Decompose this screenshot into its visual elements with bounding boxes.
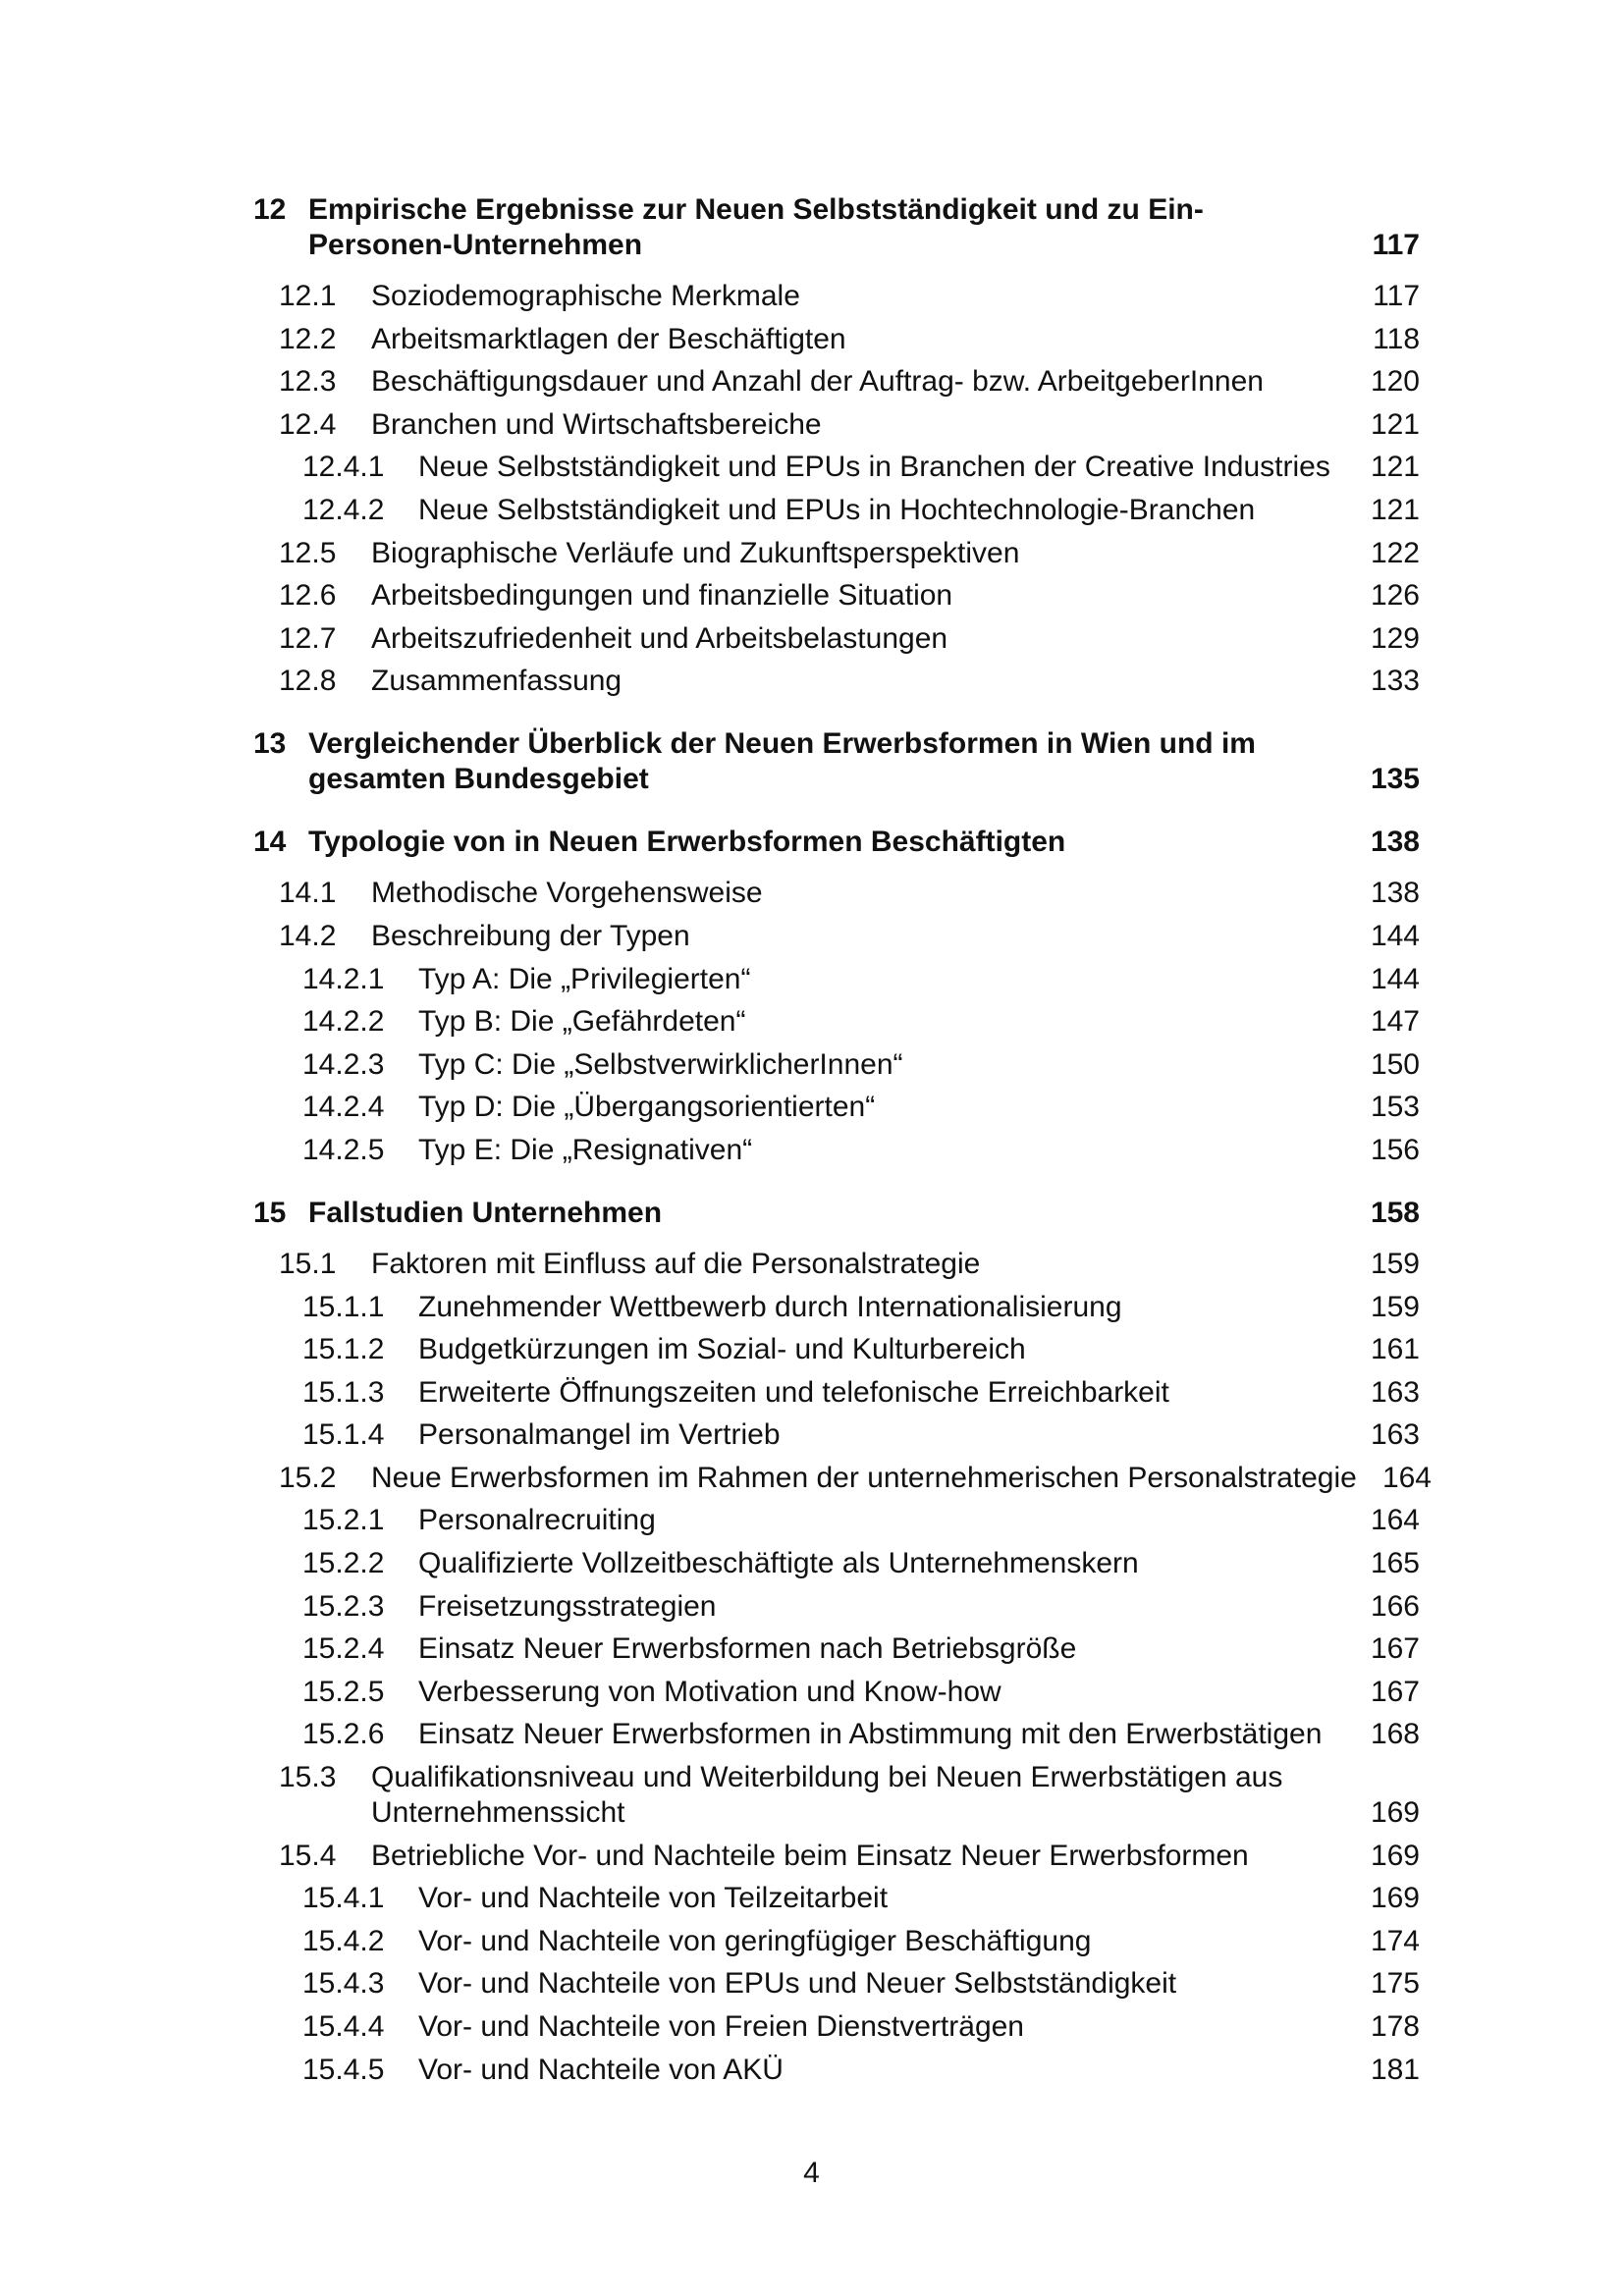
toc-number: 15.2.6: [302, 1718, 385, 1751]
toc-number: 14.2.4: [302, 1091, 385, 1124]
toc-page-number: 181: [1370, 2053, 1420, 2086]
toc-section: [253, 1461, 1432, 1496]
toc-section: [253, 364, 1432, 400]
toc-number: 13: [253, 727, 287, 761]
toc-chapter: [253, 192, 1432, 263]
toc-subsection: [253, 450, 1432, 485]
toc-page-number: 121: [1370, 493, 1420, 526]
toc-page-number: 163: [1370, 1375, 1420, 1409]
toc-page-number: 165: [1370, 1547, 1420, 1580]
toc-subsection: [253, 2053, 1432, 2088]
toc-page-number: 167: [1370, 1675, 1420, 1708]
toc-number: 15.1.3: [302, 1375, 385, 1409]
toc-title: Typ A: Die „Privilegierten“: [418, 962, 751, 995]
toc-title: Beschäftigungsdauer und Anzahl der Auftrag- bzw. ArbeitgeberInnen: [371, 365, 1264, 399]
toc-title: Einsatz Neuer Erwerbsformen in Abstimmung mit den Erwerbstätigen: [418, 1718, 1323, 1751]
toc-number: 12.4: [279, 407, 337, 441]
toc-number: 14: [253, 826, 287, 859]
toc-subsection: [253, 493, 1432, 528]
toc-number: 15.4.1: [302, 1882, 385, 1915]
toc-chapter: [253, 825, 1432, 860]
toc-section: [253, 621, 1432, 657]
toc-page-number: 169: [1370, 1839, 1420, 1872]
toc-title: Qualifizierte Vollzeitbeschäftigte als Unternehmenskern: [418, 1547, 1139, 1580]
toc-title: Vor- und Nachteile von EPUs und Neuer Selbstständigkeit: [418, 1967, 1177, 2001]
toc-title: Neue Selbstständigkeit und EPUs in Hochtechnologie-Branchen: [418, 493, 1256, 526]
toc-subsection: [253, 1090, 1432, 1125]
toc-number: 14.2.2: [302, 1005, 385, 1039]
toc-number: 15.4.3: [302, 1967, 385, 2001]
toc-number: 15.1.1: [302, 1290, 385, 1323]
toc-page-number: 122: [1370, 536, 1420, 569]
toc-title: Biographische Verläufe und Zukunftsperspektiven: [371, 536, 1020, 569]
toc-page-number: 133: [1370, 665, 1420, 698]
page-number: 4: [803, 2157, 820, 2189]
toc-page-number: 147: [1370, 1005, 1420, 1039]
toc-page-number: 135: [1370, 763, 1420, 796]
toc-title: Vor- und Nachteile von Freien Dienstverträgen: [418, 2010, 1024, 2043]
toc-page-number: 126: [1370, 579, 1420, 613]
toc-number: 14.2.3: [302, 1047, 385, 1081]
toc-subsection: [253, 1881, 1432, 1916]
toc-section: [253, 536, 1432, 571]
toc-page-number: 144: [1370, 962, 1420, 995]
toc-page-number: 163: [1370, 1418, 1420, 1452]
toc-title: Typ B: Die „Gefährdeten“: [418, 1005, 746, 1039]
toc-number: 12.2: [279, 322, 337, 355]
toc-page-number: 118: [1373, 322, 1420, 355]
toc-title: Vergleichender Überblick der Neuen Erwerbsformen in Wien und im gesamten Bundesgebiet: [308, 727, 1256, 796]
toc-page-number: 150: [1370, 1047, 1420, 1081]
toc-number: 12: [253, 193, 287, 226]
toc-number: 15.2.5: [302, 1675, 385, 1708]
toc-subsection: [253, 1966, 1432, 2002]
toc-page-number: 159: [1370, 1290, 1420, 1323]
toc-number: 15.2.2: [302, 1547, 385, 1580]
toc-page-number: 138: [1370, 877, 1420, 910]
toc-title: Neue Erwerbsformen im Rahmen der unternehmerischen Personalstrategie: [371, 1461, 1357, 1494]
toc-page-number: 117: [1373, 280, 1420, 312]
toc-page-number: 168: [1370, 1718, 1420, 1751]
toc-subsection: [253, 1503, 1432, 1538]
toc-section: [253, 1839, 1432, 1874]
toc-page-number: 175: [1370, 1967, 1420, 2001]
toc-page-number: 158: [1370, 1196, 1420, 1229]
toc-title: Betriebliche Vor- und Nachteile beim Einsatz Neuer Erwerbsformen: [371, 1839, 1249, 1872]
toc-subsection: [253, 1375, 1432, 1411]
toc-number: 12.4.2: [302, 493, 385, 526]
toc-page-number: 169: [1370, 1796, 1420, 1830]
toc-number: 14.1: [279, 877, 337, 910]
toc-page-number: 156: [1370, 1133, 1420, 1166]
toc-page-number: 164: [1370, 1504, 1420, 1537]
toc-number: 12.7: [279, 621, 337, 655]
toc-number: 15.2.4: [302, 1632, 385, 1666]
toc-title: Faktoren mit Einfluss auf die Personalstrategie: [371, 1247, 981, 1280]
toc-title: Arbeitszufriedenheit und Arbeitsbelastungen: [371, 621, 948, 655]
toc-number: 15.2: [279, 1461, 337, 1494]
toc-page-number: 174: [1370, 1924, 1420, 1957]
toc-title: Branchen und Wirtschaftsbereiche: [371, 407, 822, 441]
toc-subsection: [253, 1332, 1432, 1367]
toc-title: Budgetkürzungen im Sozial- und Kulturbereich: [418, 1333, 1026, 1366]
toc-number: 15: [253, 1196, 287, 1229]
toc-title: Neue Selbstständigkeit und EPUs in Branchen der Creative Industries: [418, 451, 1330, 484]
toc-title: Einsatz Neuer Erwerbsformen nach Betriebsgröße: [418, 1632, 1077, 1666]
toc-number: 12.1: [279, 280, 337, 312]
toc-title: Verbesserung von Motivation und Know-how: [418, 1675, 1001, 1708]
toc-section: [253, 279, 1432, 314]
toc-title: Vor- und Nachteile von AKÜ: [418, 2053, 784, 2086]
toc-section: [253, 664, 1432, 699]
toc-title: Typ D: Die „Übergangsorientierten“: [418, 1091, 876, 1124]
toc-number: 15.3: [279, 1761, 337, 1794]
toc-subsection: [253, 1290, 1432, 1325]
toc-subsection: [253, 1133, 1432, 1168]
toc-section: [253, 407, 1432, 443]
toc-number: 15.2.1: [302, 1504, 385, 1537]
toc-title: Arbeitsmarktlagen der Beschäftigten: [371, 322, 846, 355]
toc-title: Erweiterte Öffnungszeiten und telefonische Erreichbarkeit: [418, 1375, 1169, 1409]
toc-subsection: [253, 1924, 1432, 1959]
toc-title: Typologie von in Neuen Erwerbsformen Beschäftigten: [308, 826, 1066, 859]
toc-title: Typ E: Die „Resignativen“: [418, 1133, 753, 1166]
toc-title: Fallstudien Unternehmen: [308, 1196, 663, 1229]
toc-number: 14.2: [279, 919, 337, 952]
toc-subsection: [253, 1589, 1432, 1625]
toc-page-number: 153: [1370, 1091, 1420, 1124]
toc-section: [253, 919, 1432, 954]
toc-page-number: 138: [1370, 826, 1420, 859]
toc-number: 12.5: [279, 536, 337, 569]
toc-number: 15.1.2: [302, 1333, 385, 1366]
toc-subsection: [253, 1717, 1432, 1752]
toc-title: Arbeitsbedingungen und finanzielle Situation: [371, 579, 953, 613]
toc-title: Personalmangel im Vertrieb: [418, 1418, 781, 1452]
toc-title: Qualifikationsniveau und Weiterbildung bei Neuen Erwerbstätigen aus Unternehmenssicht: [371, 1761, 1283, 1830]
toc-subsection: [253, 1631, 1432, 1667]
toc-section: [253, 578, 1432, 614]
toc-title: Beschreibung der Typen: [371, 919, 690, 952]
toc-title: Soziodemographische Merkmale: [371, 280, 800, 312]
toc-number: 15.4.4: [302, 2010, 385, 2043]
toc-chapter: [253, 726, 1432, 797]
toc-page-number: 144: [1370, 919, 1420, 952]
toc-page-number: 117: [1372, 229, 1420, 261]
toc-page-number: 178: [1370, 2010, 1420, 2043]
table-of-contents: [253, 192, 1432, 2095]
toc-title: Zusammenfassung: [371, 665, 622, 698]
toc-page-number: 164: [1381, 1461, 1432, 1494]
toc-title: Typ C: Die „SelbstverwirklicherInnen“: [418, 1047, 903, 1081]
toc-title: Freisetzungsstrategien: [418, 1589, 717, 1623]
toc-number: 12.6: [279, 579, 337, 613]
toc-number: 12.8: [279, 665, 337, 698]
toc-page-number: 159: [1370, 1247, 1420, 1280]
toc-number: 12.4.1: [302, 451, 385, 484]
toc-subsection: [253, 1417, 1432, 1453]
toc-number: 14.2.1: [302, 962, 385, 995]
toc-page-number: 120: [1370, 365, 1420, 399]
toc-subsection: [253, 1004, 1432, 1040]
toc-title: Methodische Vorgehensweise: [371, 877, 763, 910]
toc-number: 15.4.2: [302, 1924, 385, 1957]
toc-number: 15.2.3: [302, 1589, 385, 1623]
toc-section: [253, 322, 1432, 357]
toc-number: 14.2.5: [302, 1133, 385, 1166]
toc-page-number: 129: [1370, 621, 1420, 655]
toc-section: [253, 1247, 1432, 1282]
toc-chapter: [253, 1196, 1432, 1231]
toc-subsection: [253, 1675, 1432, 1710]
toc-title: Personalrecruiting: [418, 1504, 656, 1537]
toc-page-number: 121: [1370, 407, 1420, 441]
toc-page-number: 167: [1370, 1632, 1420, 1666]
toc-subsection: [253, 1047, 1432, 1083]
toc-title: Vor- und Nachteile von Teilzeitarbeit: [418, 1882, 889, 1915]
toc-number: 12.3: [279, 365, 337, 399]
toc-subsection: [253, 2009, 1432, 2045]
toc-number: 15.1.4: [302, 1418, 385, 1452]
toc-section: [253, 876, 1432, 911]
toc-section: [253, 1760, 1432, 1831]
toc-subsection: [253, 1546, 1432, 1581]
toc-title: Zunehmender Wettbewerb durch Internationalisierung: [418, 1290, 1122, 1323]
toc-number: 15.1: [279, 1247, 337, 1280]
toc-title: Empirische Ergebnisse zur Neuen Selbstständigkeit und zu Ein-Personen-Unternehmen: [308, 193, 1204, 261]
toc-page-number: 166: [1370, 1589, 1420, 1623]
toc-number: 15.4: [279, 1839, 337, 1872]
toc-subsection: [253, 962, 1432, 997]
toc-number: 15.4.5: [302, 2053, 385, 2086]
toc-page-number: 161: [1370, 1333, 1420, 1366]
toc-page-number: 169: [1370, 1882, 1420, 1915]
toc-title: Vor- und Nachteile von geringfügiger Beschäftigung: [418, 1924, 1092, 1957]
toc-page-number: 121: [1370, 451, 1420, 484]
